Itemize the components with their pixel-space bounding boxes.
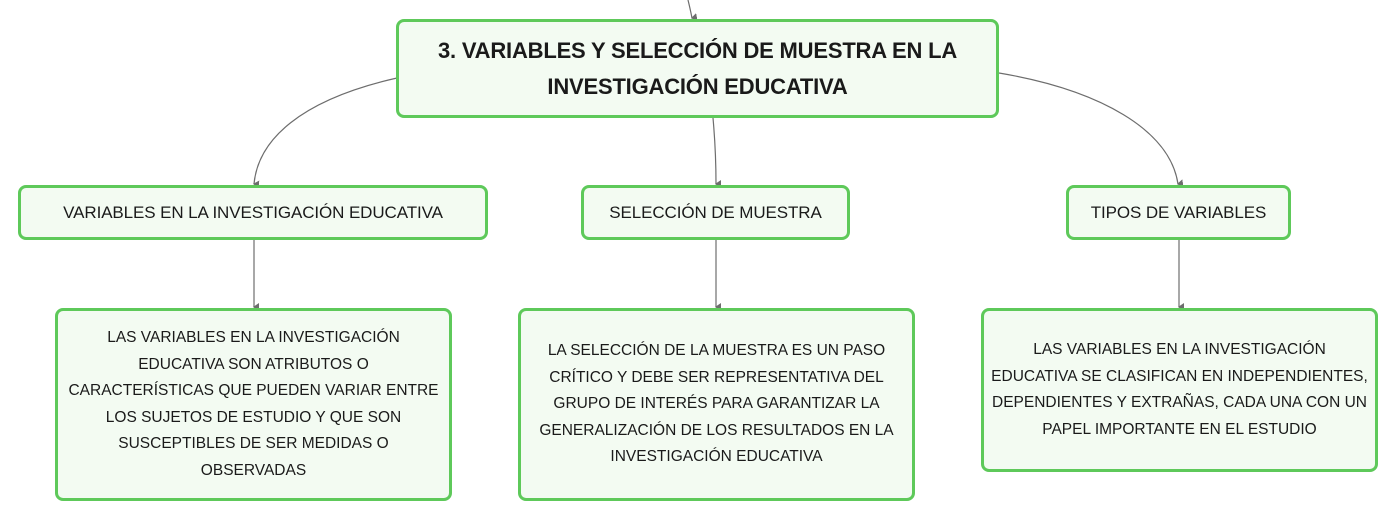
leaf-text: LA SELECCIÓN DE LA MUESTRA ES UN PASO CRÍTICO Y DEBE SER REPRESENTATIVA DEL GRUPO DE INTERÉS PARA GARANTIZAR LA GENERALIZACIÓN DE LOS RESULTADOS EN LA INVESTIGACIÓN EDUCATIVA — [539, 342, 894, 466]
branch-label: TIPOS DE VARIABLES — [1090, 202, 1267, 222]
branch-node-tipos-variables[interactable] — [1066, 185, 1291, 240]
connector-root-to-branch-1 — [254, 78, 397, 184]
branch-label: VARIABLES EN LA INVESTIGACIÓN EDUCATIVA — [63, 202, 443, 222]
leaf-node-tipos-variables-detalle[interactable] — [981, 308, 1378, 472]
branch-label: SELECCIÓN DE MUESTRA — [609, 202, 822, 222]
connector-root-to-branch-3 — [999, 73, 1178, 184]
leaf-text: LAS VARIABLES EN LA INVESTIGACIÓN EDUCATIVA SE CLASIFICAN EN INDEPENDIENTES, DEPENDIENTES Y EXTRAÑAS, CADA UNA CON UN PAPEL IMPORTANTE EN EL ESTUDIO — [991, 341, 1368, 438]
leaf-text: LAS VARIABLES EN LA INVESTIGACIÓN EDUCATIVA SON ATRIBUTOS O CARACTERÍSTICAS QUE PUEDEN VARIAR ENTRE LOS SUJETOS DE ESTUDIO Y QUE SON SUSCEPTIBLES DE SER MEDIDAS O OBSERVADAS — [68, 329, 439, 479]
leaf-node-seleccion-muestra-detalle[interactable] — [518, 308, 915, 501]
connector-root-to-branch-2 — [713, 118, 716, 184]
connector-parent-to-root — [688, 0, 692, 18]
leaf-node-variables-definicion[interactable] — [55, 308, 452, 501]
branch-node-seleccion-muestra[interactable] — [581, 185, 850, 240]
root-node[interactable] — [396, 19, 999, 118]
branch-node-variables[interactable] — [18, 185, 488, 240]
root-title: 3. VARIABLES Y SELECCIÓN DE MUESTRA EN LA INVESTIGACIÓN EDUCATIVA — [437, 37, 958, 99]
